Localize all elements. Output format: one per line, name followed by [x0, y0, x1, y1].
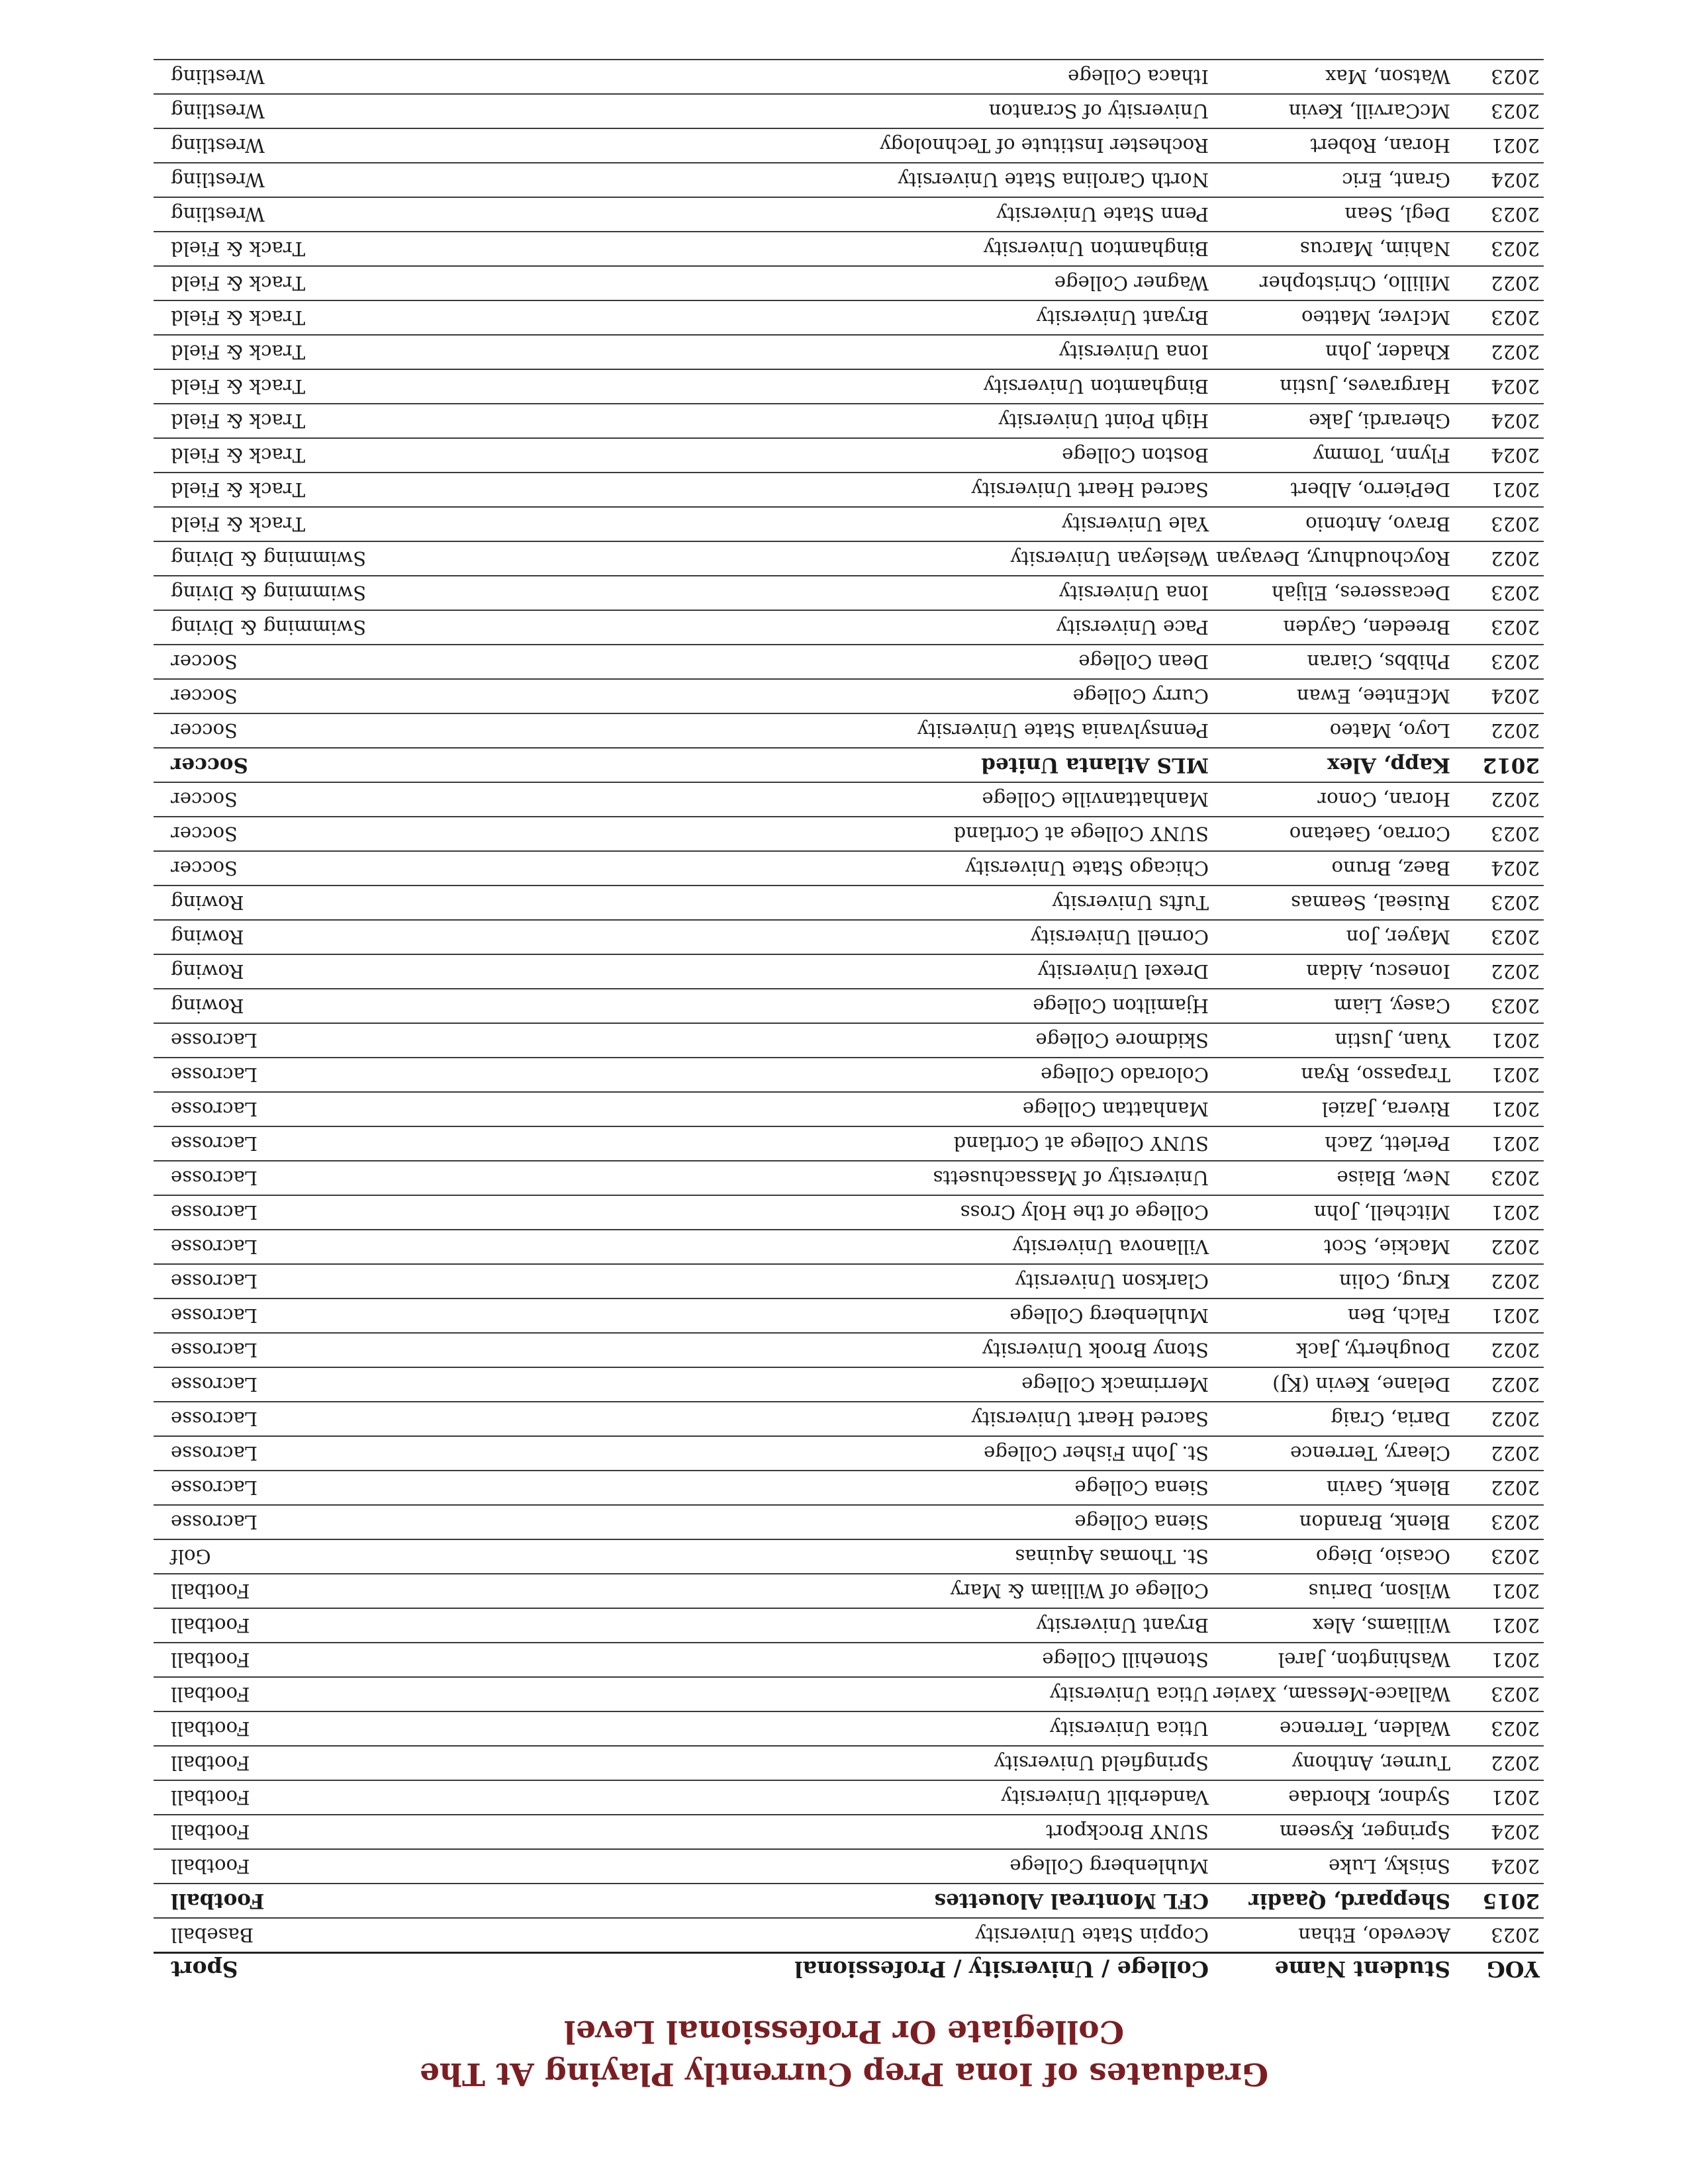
table-row	[154, 94, 1544, 128]
cell-sport: Lacrosse	[154, 1402, 451, 1436]
cell-student-name: Daria, Craig	[1213, 1402, 1454, 1436]
cell-yog: 2022	[1454, 713, 1544, 748]
table-row	[154, 851, 1544, 886]
cell-yog: 2023	[1454, 576, 1544, 610]
cell-college: High Point University	[451, 404, 1213, 438]
cell-yog: 2022	[1454, 782, 1544, 817]
cell-college: Binghamton University	[451, 232, 1213, 266]
cell-college: Skidmore College	[451, 1023, 1213, 1058]
cell-college: Siena College	[451, 1471, 1213, 1505]
cell-sport: Lacrosse	[154, 1264, 451, 1298]
cell-sport: Soccer	[154, 782, 451, 817]
cell-sport: Soccer	[154, 645, 451, 679]
table-row	[154, 1608, 1544, 1643]
cell-college: Manhattanville College	[451, 782, 1213, 817]
cell-student-name: Ocasio, Diego	[1213, 1539, 1454, 1574]
cell-student-name: Krug, Colin	[1213, 1264, 1454, 1298]
cell-yog: 2023	[1454, 1161, 1544, 1195]
cell-sport: Lacrosse	[154, 1230, 451, 1264]
cell-yog: 2023	[1454, 232, 1544, 266]
cell-college: Colorado College	[451, 1058, 1213, 1092]
cell-sport: Wrestling	[154, 197, 451, 232]
cell-college: University of Scranton	[451, 94, 1213, 128]
cell-yog: 2024	[1454, 163, 1544, 197]
table-row	[154, 954, 1544, 989]
cell-yog: 2022	[1454, 1402, 1544, 1436]
cell-student-name: Corrao, Gaetano	[1213, 817, 1454, 851]
table-row	[154, 507, 1544, 541]
cell-college: North Carolina State University	[451, 163, 1213, 197]
cell-sport: Football	[154, 1711, 451, 1746]
cell-yog: 2021	[1454, 1023, 1544, 1058]
cell-sport: Football	[154, 1884, 451, 1918]
cell-student-name: Dougherty, Jack	[1213, 1333, 1454, 1367]
cell-college: Penn State University	[451, 197, 1213, 232]
cell-yog: 2021	[1454, 1058, 1544, 1092]
table-row	[154, 1367, 1544, 1402]
cell-yog: 2022	[1454, 1367, 1544, 1402]
cell-sport: Swimming & Diving	[154, 541, 451, 576]
table-row	[154, 886, 1544, 920]
table-body	[154, 60, 1544, 1953]
cell-student-name: New, Blaise	[1213, 1161, 1454, 1195]
cell-college: SUNY Brockport	[451, 1815, 1213, 1849]
cell-sport: Track & Field	[154, 507, 451, 541]
table-row	[154, 1884, 1544, 1918]
table-row	[154, 920, 1544, 954]
table-row	[154, 1195, 1544, 1230]
table-row	[154, 679, 1544, 713]
cell-student-name: Casey, Liam	[1213, 989, 1454, 1023]
cell-student-name: Ionescu, Aidan	[1213, 954, 1454, 989]
cell-student-name: Baez, Bruno	[1213, 851, 1454, 886]
table-row	[154, 438, 1544, 473]
cell-student-name: Khader, John	[1213, 335, 1454, 369]
cell-yog: 2023	[1454, 610, 1544, 645]
cell-college: Yale University	[451, 507, 1213, 541]
table-row	[154, 748, 1544, 782]
cell-college: Stonehill College	[451, 1643, 1213, 1677]
cell-sport: Soccer	[154, 713, 451, 748]
cell-yog: 2021	[1454, 1643, 1544, 1677]
cell-yog: 2022	[1454, 541, 1544, 576]
cell-student-name: Horan, Robert	[1213, 128, 1454, 163]
table-row	[154, 1815, 1544, 1849]
cell-student-name: Yuan, Justin	[1213, 1023, 1454, 1058]
cell-student-name: Turner, Anthony	[1213, 1746, 1454, 1780]
cell-sport: Wrestling	[154, 60, 451, 94]
cell-yog: 2024	[1454, 438, 1544, 473]
table-row	[154, 1746, 1544, 1780]
cell-yog: 2022	[1454, 954, 1544, 989]
cell-college: Clarkson University	[451, 1264, 1213, 1298]
header-sport: Sport	[154, 1953, 451, 1994]
cell-college: Stony Brook University	[451, 1333, 1213, 1367]
cell-student-name: Blenk, Gavin	[1213, 1471, 1454, 1505]
cell-college: Ithaca College	[451, 60, 1213, 94]
table-row	[154, 1264, 1544, 1298]
table-row	[154, 817, 1544, 851]
cell-sport: Lacrosse	[154, 1505, 451, 1539]
table-row	[154, 1402, 1544, 1436]
cell-student-name: Phibbs, Ciaran	[1213, 645, 1454, 679]
cell-student-name: Wilson, Darius	[1213, 1574, 1454, 1608]
cell-yog: 2023	[1454, 1505, 1544, 1539]
table-row	[154, 1780, 1544, 1815]
table-row	[154, 1230, 1544, 1264]
cell-student-name: Trapasso, Ryan	[1213, 1058, 1454, 1092]
cell-sport: Track & Field	[154, 438, 451, 473]
cell-student-name: McIver, Matteo	[1213, 300, 1454, 335]
cell-yog: 2021	[1454, 1126, 1544, 1161]
cell-college: Utica University	[451, 1677, 1213, 1711]
cell-sport: Lacrosse	[154, 1126, 451, 1161]
cell-sport: Lacrosse	[154, 1092, 451, 1126]
cell-sport: Track & Field	[154, 369, 451, 404]
cell-student-name: Wallace-Messam, Xavier	[1213, 1677, 1454, 1711]
cell-yog: 2024	[1454, 1815, 1544, 1849]
cell-student-name: Horan, Conor	[1213, 782, 1454, 817]
cell-sport: Lacrosse	[154, 1058, 451, 1092]
cell-yog: 2024	[1454, 404, 1544, 438]
cell-student-name: McEntee, Ewan	[1213, 679, 1454, 713]
cell-yog: 2021	[1454, 128, 1544, 163]
title-line-1: Graduates of Iona Prep Currently Playing At The	[419, 2056, 1269, 2092]
cell-college: Bryant University	[451, 1608, 1213, 1643]
cell-yog: 2023	[1454, 1539, 1544, 1574]
cell-sport: Wrestling	[154, 128, 451, 163]
cell-college: CFL Montreal Alouettes	[451, 1884, 1213, 1918]
cell-student-name: Sydnor, Khordae	[1213, 1780, 1454, 1815]
cell-student-name: Washington, Jarel	[1213, 1643, 1454, 1677]
cell-student-name: Gherardi, Jake	[1213, 404, 1454, 438]
table-header	[154, 1953, 1544, 1994]
cell-yog: 2023	[1454, 507, 1544, 541]
cell-student-name: Mackie, Scot	[1213, 1230, 1454, 1264]
cell-college: Pace University	[451, 610, 1213, 645]
table-row	[154, 473, 1544, 507]
table-row	[154, 197, 1544, 232]
table-row	[154, 989, 1544, 1023]
table-row	[154, 1677, 1544, 1711]
cell-yog: 2022	[1454, 335, 1544, 369]
cell-sport: Swimming & Diving	[154, 610, 451, 645]
table-row	[154, 1092, 1544, 1126]
cell-sport: Football	[154, 1574, 451, 1608]
cell-sport: Track & Field	[154, 300, 451, 335]
cell-yog: 2015	[1454, 1884, 1544, 1918]
cell-sport: Rowing	[154, 954, 451, 989]
cell-college: St. John Fisher College	[451, 1436, 1213, 1471]
cell-sport: Lacrosse	[154, 1333, 451, 1367]
cell-college: Muhlenberg College	[451, 1298, 1213, 1333]
cell-sport: Soccer	[154, 748, 451, 782]
table-row	[154, 1574, 1544, 1608]
cell-sport: Soccer	[154, 851, 451, 886]
cell-yog: 2022	[1454, 1746, 1544, 1780]
cell-college: College of the Holy Cross	[451, 1195, 1213, 1230]
cell-yog: 2024	[1454, 851, 1544, 886]
cell-student-name: Delane, Kevin (KJ)	[1213, 1367, 1454, 1402]
cell-college: Dean College	[451, 645, 1213, 679]
cell-student-name: Springer, Kyseem	[1213, 1815, 1454, 1849]
cell-college: Drexel University	[451, 954, 1213, 989]
cell-yog: 2021	[1454, 1092, 1544, 1126]
cell-yog: 2023	[1454, 197, 1544, 232]
table-row	[154, 1298, 1544, 1333]
cell-yog: 2023	[1454, 1918, 1544, 1953]
table-row	[154, 1023, 1544, 1058]
cell-student-name: Walden, Terrence	[1213, 1711, 1454, 1746]
cell-yog: 2023	[1454, 989, 1544, 1023]
cell-student-name: Rivera, Jaziel	[1213, 1092, 1454, 1126]
cell-student-name: Ruiseal, Seamas	[1213, 886, 1454, 920]
cell-yog: 2023	[1454, 1677, 1544, 1711]
table-row	[154, 300, 1544, 335]
table-row	[154, 713, 1544, 748]
cell-student-name: Williams, Alex	[1213, 1608, 1454, 1643]
cell-college: Sacred Heart University	[451, 473, 1213, 507]
cell-yog: 2024	[1454, 369, 1544, 404]
cell-sport: Lacrosse	[154, 1195, 451, 1230]
cell-yog: 2022	[1454, 266, 1544, 300]
table-row	[154, 335, 1544, 369]
graduates-table	[154, 59, 1544, 1993]
table-row	[154, 404, 1544, 438]
cell-sport: Wrestling	[154, 94, 451, 128]
table-row	[154, 1058, 1544, 1092]
cell-college: Merrimack College	[451, 1367, 1213, 1402]
cell-yog: 2024	[1454, 1849, 1544, 1884]
cell-college: College of William & Mary	[451, 1574, 1213, 1608]
cell-yog: 2012	[1454, 748, 1544, 782]
table-row	[154, 128, 1544, 163]
table-row	[154, 1711, 1544, 1746]
cell-student-name: Mitchell, John	[1213, 1195, 1454, 1230]
cell-sport: Track & Field	[154, 404, 451, 438]
cell-sport: Lacrosse	[154, 1436, 451, 1471]
cell-college: Sacred Heart University	[451, 1402, 1213, 1436]
header-yog: YOG	[1454, 1953, 1544, 1994]
cell-sport: Lacrosse	[154, 1298, 451, 1333]
cell-college: Springfield University	[451, 1746, 1213, 1780]
table-row	[154, 782, 1544, 817]
cell-student-name: Snisky, Luke	[1213, 1849, 1454, 1884]
table-row	[154, 369, 1544, 404]
table-row	[154, 1436, 1544, 1471]
cell-college: Vanderbilt University	[451, 1780, 1213, 1815]
cell-college: Boston College	[451, 438, 1213, 473]
cell-sport: Rowing	[154, 920, 451, 954]
cell-college: Pennsylvania State University	[451, 713, 1213, 748]
cell-student-name: Nahim, Marcus	[1213, 232, 1454, 266]
table-row	[154, 266, 1544, 300]
cell-college: Hjamilton College	[451, 989, 1213, 1023]
cell-student-name: Cleary, Terrence	[1213, 1436, 1454, 1471]
cell-student-name: Sheppard, Qaadir	[1213, 1884, 1454, 1918]
table-row	[154, 1161, 1544, 1195]
header-student-name: Student Name	[1213, 1953, 1454, 1994]
cell-sport: Football	[154, 1746, 451, 1780]
cell-sport: Soccer	[154, 679, 451, 713]
table-row	[154, 610, 1544, 645]
cell-sport: Rowing	[154, 989, 451, 1023]
cell-student-name: Milillo, Christopher	[1213, 266, 1454, 300]
cell-yog: 2021	[1454, 1780, 1544, 1815]
cell-sport: Football	[154, 1849, 451, 1884]
cell-college: Villanova University	[451, 1230, 1213, 1264]
cell-college: SUNY College at Cortland	[451, 817, 1213, 851]
cell-yog: 2023	[1454, 60, 1544, 94]
cell-sport: Lacrosse	[154, 1161, 451, 1195]
cell-college: Muhlenberg College	[451, 1849, 1213, 1884]
cell-student-name: Bravo, Antonio	[1213, 507, 1454, 541]
cell-student-name: Blenk, Brandon	[1213, 1505, 1454, 1539]
cell-yog: 2022	[1454, 1333, 1544, 1367]
cell-yog: 2023	[1454, 1711, 1544, 1746]
cell-college: Curry College	[451, 679, 1213, 713]
cell-student-name: Breeden, Cayden	[1213, 610, 1454, 645]
cell-college: Iona University	[451, 576, 1213, 610]
cell-college: SUNY College at Cortland	[451, 1126, 1213, 1161]
table-row	[154, 1643, 1544, 1677]
table-row	[154, 1539, 1544, 1574]
table-row	[154, 1471, 1544, 1505]
cell-student-name: Loyo, Mateo	[1213, 713, 1454, 748]
cell-student-name: Decasseres, Elijah	[1213, 576, 1454, 610]
cell-student-name: Grant, Eric	[1213, 163, 1454, 197]
cell-sport: Rowing	[154, 886, 451, 920]
cell-yog: 2024	[1454, 679, 1544, 713]
cell-college: Binghamton University	[451, 369, 1213, 404]
cell-sport: Swimming & Diving	[154, 576, 451, 610]
cell-student-name: Degl, Sean	[1213, 197, 1454, 232]
table-row	[154, 163, 1544, 197]
cell-college: Bryant University	[451, 300, 1213, 335]
cell-sport: Lacrosse	[154, 1471, 451, 1505]
cell-student-name: Watson, Max	[1213, 60, 1454, 94]
table-row	[154, 576, 1544, 610]
cell-student-name: Acevedo, Ethan	[1213, 1918, 1454, 1953]
table-row	[154, 1333, 1544, 1367]
header-college: College / University / Professional	[451, 1953, 1213, 1994]
cell-student-name: Perlett, Zach	[1213, 1126, 1454, 1161]
cell-sport: Football	[154, 1780, 451, 1815]
cell-sport: Lacrosse	[154, 1023, 451, 1058]
cell-college: Chicago State University	[451, 851, 1213, 886]
cell-student-name: Kapp, Alex	[1213, 748, 1454, 782]
table-row	[154, 645, 1544, 679]
cell-student-name: Hargraves, Justin	[1213, 369, 1454, 404]
header-row	[154, 1953, 1544, 1994]
cell-college: Wesleyan University	[451, 541, 1213, 576]
cell-sport: Football	[154, 1815, 451, 1849]
cell-yog: 2023	[1454, 94, 1544, 128]
cell-college: Utica University	[451, 1711, 1213, 1746]
table-row	[154, 1126, 1544, 1161]
table-row	[154, 1505, 1544, 1539]
cell-student-name: Roychoudhury, Devayan	[1213, 541, 1454, 576]
cell-yog: 2021	[1454, 1608, 1544, 1643]
cell-sport: Track & Field	[154, 266, 451, 300]
cell-yog: 2021	[1454, 1574, 1544, 1608]
cell-sport: Football	[154, 1643, 451, 1677]
cell-yog: 2021	[1454, 473, 1544, 507]
table-row	[154, 232, 1544, 266]
cell-college: Tufts University	[451, 886, 1213, 920]
cell-student-name: McCarvill, Kevin	[1213, 94, 1454, 128]
table-row	[154, 1918, 1544, 1953]
title-line-2: Collegiate Or Professional Level	[563, 2013, 1125, 2050]
cell-sport: Wrestling	[154, 163, 451, 197]
cell-student-name: Flynn, Tommy	[1213, 438, 1454, 473]
cell-college: Manhattan College	[451, 1092, 1213, 1126]
cell-college: Iona University	[451, 335, 1213, 369]
cell-sport: Football	[154, 1608, 451, 1643]
cell-yog: 2023	[1454, 920, 1544, 954]
cell-sport: Baseball	[154, 1918, 451, 1953]
cell-sport: Track & Field	[154, 473, 451, 507]
cell-yog: 2021	[1454, 1195, 1544, 1230]
cell-yog: 2022	[1454, 1230, 1544, 1264]
cell-college: MLS Atlanta United	[451, 748, 1213, 782]
cell-student-name: DePierro, Albert	[1213, 473, 1454, 507]
cell-sport: Lacrosse	[154, 1367, 451, 1402]
cell-yog: 2023	[1454, 817, 1544, 851]
cell-college: St. Thomas Aquinas	[451, 1539, 1213, 1574]
cell-college: Rochester Institute of Technology	[451, 128, 1213, 163]
cell-yog: 2023	[1454, 300, 1544, 335]
cell-college: Cornell University	[451, 920, 1213, 954]
cell-yog: 2023	[1454, 886, 1544, 920]
cell-yog: 2022	[1454, 1436, 1544, 1471]
cell-sport: Golf	[154, 1539, 451, 1574]
cell-sport: Track & Field	[154, 335, 451, 369]
cell-college: Coppin State University	[451, 1918, 1213, 1953]
table-row	[154, 1849, 1544, 1884]
cell-sport: Soccer	[154, 817, 451, 851]
cell-yog: 2022	[1454, 1471, 1544, 1505]
cell-yog: 2021	[1454, 1298, 1544, 1333]
document-title	[0, 2010, 1688, 2095]
cell-student-name: Mayer, Jon	[1213, 920, 1454, 954]
cell-sport: Track & Field	[154, 232, 451, 266]
cell-sport: Football	[154, 1677, 451, 1711]
cell-student-name: Falch, Ben	[1213, 1298, 1454, 1333]
cell-college: Siena College	[451, 1505, 1213, 1539]
cell-yog: 2023	[1454, 645, 1544, 679]
table-row	[154, 541, 1544, 576]
cell-college: Wagner College	[451, 266, 1213, 300]
cell-yog: 2022	[1454, 1264, 1544, 1298]
cell-college: University of Massachusetts	[451, 1161, 1213, 1195]
table-row	[154, 60, 1544, 94]
